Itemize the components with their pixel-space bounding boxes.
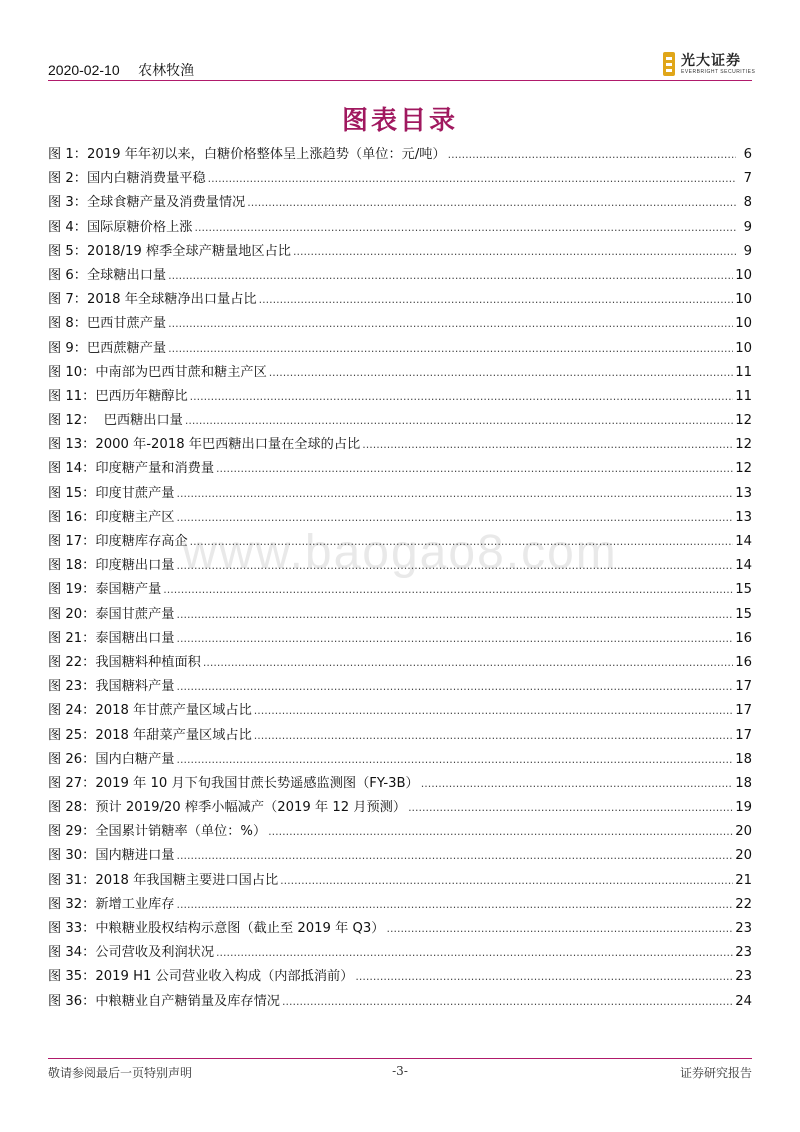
toc-entry[interactable] (48, 869, 752, 893)
toc-entry[interactable] (48, 457, 752, 481)
toc-entry[interactable] (48, 433, 752, 457)
toc-entry[interactable] (48, 844, 752, 868)
toc-entry-label[interactable]: 图 33：中粮糖业股权结构示意图（截止至 2019 年 Q3） (48, 921, 385, 936)
toc-entry-label[interactable]: 图 18：印度糖出口量 (48, 558, 175, 574)
toc-leader-dots (168, 337, 733, 361)
toc-entry-page[interactable]: 23 (735, 921, 752, 936)
footer-page-number: -3- (392, 1064, 408, 1078)
toc-entry[interactable] (48, 143, 752, 167)
logo-mark-icon (663, 52, 675, 76)
toc-entry-label[interactable]: 图 13：2000 年-2018 年巴西糖出口量在全球的占比 (48, 437, 361, 453)
toc-leader-dots (190, 530, 734, 554)
toc-leader-dots (176, 844, 733, 868)
toc-entry-label[interactable]: 图 6：全球糖出口量 (48, 267, 167, 283)
toc-leader-dots (362, 433, 733, 457)
toc-entry-page[interactable]: 11 (735, 388, 752, 404)
toc-entry-label[interactable]: 图 31：2018 年我国糖主要进口国占比 (48, 872, 279, 888)
toc-entry-page[interactable]: 16 (735, 630, 752, 646)
toc-entry-page[interactable]: 22 (735, 896, 752, 912)
footer-report-type: 证券研究报告 (679, 1066, 752, 1080)
toc-entry[interactable] (48, 361, 752, 385)
report-date: 2020-02-10 (48, 62, 120, 78)
toc-entry-label[interactable]: 图 14：印度糖产量和消费量 (48, 461, 215, 477)
toc-leader-dots (247, 191, 736, 215)
toc-entry[interactable] (48, 312, 752, 336)
toc-entry[interactable] (48, 530, 752, 554)
toc-leader-dots (185, 409, 733, 433)
toc-entry[interactable] (48, 820, 752, 844)
toc-entry-label[interactable]: 图 16：印度糖主产区 (48, 509, 175, 525)
toc-entry-label[interactable]: 图 1：2019 年年初以来，白糖价格整体呈上涨趋势（单位：元/吨） (48, 147, 446, 162)
toc-leader-dots (208, 167, 736, 191)
toc-entry-label[interactable]: 图 8：巴西甘蔗产量 (48, 316, 167, 332)
toc-entry[interactable] (48, 724, 752, 748)
toc-entry-page[interactable]: 23 (735, 945, 752, 961)
toc-entry-page[interactable]: 17 (735, 703, 752, 719)
toc-leader-dots (293, 240, 736, 264)
toc-leader-dots (176, 554, 733, 578)
toc-entry-page[interactable]: 12 (735, 437, 752, 453)
toc-leader-dots (408, 796, 733, 820)
toc-entry[interactable] (48, 627, 752, 651)
toc-entry[interactable] (48, 748, 752, 772)
toc-entry-page[interactable]: 6 (743, 147, 752, 162)
page-title: 图表目录 (341, 106, 458, 136)
toc-entry-page[interactable]: 13 (735, 485, 752, 501)
toc-entry-page[interactable]: 17 (735, 679, 752, 695)
toc-entry-label[interactable]: 图 34：公司营收及利润状况 (48, 945, 215, 961)
toc-leader-dots (176, 482, 733, 506)
toc-entry-page[interactable]: 10 (735, 267, 752, 283)
toc-entry-page[interactable]: 20 (735, 824, 752, 840)
toc-entry[interactable] (48, 941, 752, 965)
toc-entry[interactable] (48, 191, 752, 215)
watermark: www.baogao8.com (182, 526, 618, 579)
toc-entry-label[interactable]: 图 10：中南部为巴西甘蔗和糖主产区 (48, 364, 267, 380)
logo-cn-text: 光大证券 (681, 53, 741, 69)
toc-entry-page[interactable]: 9 (743, 243, 752, 259)
toc-entry-page[interactable]: 7 (743, 171, 752, 187)
toc-entry[interactable] (48, 917, 752, 941)
toc-leader-dots (269, 361, 733, 385)
toc-entry-label[interactable]: 图 21：泰国糖出口量 (48, 630, 175, 646)
toc-entry-page[interactable]: 15 (735, 582, 752, 598)
toc-entry[interactable] (48, 554, 752, 578)
toc-entry-label[interactable]: 图 36：中粮糖业自产糖销量及库存情况 (48, 993, 280, 1009)
toc-entry[interactable] (48, 772, 752, 796)
toc-leader-dots (268, 820, 733, 844)
toc-leader-dots (176, 627, 733, 651)
toc-leader-dots (176, 675, 733, 699)
toc-entry[interactable] (48, 578, 752, 602)
toc-entry-label[interactable]: 图 7：2018 年全球糖净出口量占比 (48, 292, 257, 308)
toc-entry-label[interactable]: 图 19：泰国糖产量 (48, 582, 162, 598)
toc-entry[interactable] (48, 796, 752, 820)
toc-entry[interactable] (48, 506, 752, 530)
toc-entry-label[interactable]: 图 24：2018 年甘蔗产量区域占比 (48, 703, 252, 719)
toc-entry-page[interactable]: 9 (743, 219, 752, 235)
toc-leader-dots (259, 288, 734, 312)
toc-entry[interactable] (48, 965, 752, 989)
page-header (48, 60, 194, 80)
toc-entry-page[interactable]: 20 (735, 848, 752, 864)
toc-entry[interactable] (48, 216, 752, 240)
toc-leader-dots (386, 917, 733, 941)
toc-entry-page[interactable]: 8 (743, 195, 752, 211)
toc-entry-label[interactable]: 图 2：国内白糖消费量平稳 (48, 171, 206, 187)
toc-entry-page[interactable]: 17 (735, 727, 752, 743)
toc-entry-page[interactable]: 19 (735, 800, 752, 816)
toc-leader-dots (176, 748, 733, 772)
toc-leader-dots (168, 264, 733, 288)
toc-leader-dots (194, 216, 736, 240)
toc-entry-page[interactable]: 13 (735, 509, 752, 525)
toc-entry-label[interactable]: 图 15：印度甘蔗产量 (48, 485, 175, 501)
toc-entry-label[interactable]: 图 23：我国糖料产量 (48, 679, 175, 695)
toc-leader-dots (216, 457, 733, 481)
header-divider (48, 80, 752, 81)
toc-entry[interactable] (48, 240, 752, 264)
toc-leader-dots (203, 651, 733, 675)
toc-entry-label[interactable]: 图 4：国际原糖价格上涨 (48, 219, 193, 235)
toc-entry-page[interactable]: 16 (735, 654, 752, 670)
toc-entry[interactable] (48, 385, 752, 409)
toc-leader-dots (421, 772, 733, 796)
toc-leader-dots (216, 941, 733, 965)
toc-entry-page[interactable]: 10 (735, 340, 752, 356)
toc-leader-dots (163, 578, 733, 602)
toc-entry[interactable] (48, 409, 752, 433)
toc-leader-dots (190, 385, 734, 409)
toc-entry-label[interactable]: 图 28：预计 2019/20 榨季小幅减产（2019 年 12 月预测） (48, 800, 407, 816)
toc-entry-label[interactable]: 图 35：2019 H1 公司营业收入构成（内部抵消前） (48, 969, 354, 985)
toc-entry[interactable] (48, 264, 752, 288)
everbright-logo (663, 50, 763, 78)
toc-entry-label[interactable]: 图 32：新增工业库存 (48, 896, 175, 912)
toc-entry[interactable] (48, 337, 752, 361)
toc-leader-dots (355, 965, 733, 989)
toc-entry-label[interactable]: 图 11：巴西历年糖醇比 (48, 388, 188, 404)
toc-leader-dots (176, 603, 733, 627)
toc-entry-label[interactable]: 图 3：全球食糖产量及消费量情况 (48, 195, 246, 211)
toc-entry-label[interactable]: 图 29：全国累计销糖率（单位：%） (48, 824, 267, 840)
toc-entry-page[interactable]: 14 (735, 534, 752, 549)
footer-disclaimer: 敬请参阅最后一页特别声明 (48, 1066, 193, 1080)
toc-entry-label[interactable]: 图 12： 巴西糖出口量 (48, 413, 183, 429)
toc-entry[interactable] (48, 651, 752, 675)
toc-entry-label[interactable]: 图 5：2018/19 榨季全球产糖量地区占比 (48, 243, 291, 259)
toc-entry-page[interactable]: 15 (735, 606, 752, 622)
toc-leader-dots (176, 893, 733, 917)
toc-entry-page[interactable]: 18 (735, 751, 752, 767)
sector-name: 农林牧渔 (138, 63, 195, 79)
toc-leader-dots (176, 506, 733, 530)
toc-entry-label[interactable]: 图 22：我国糖料种植面积 (48, 654, 201, 670)
toc-entry-page[interactable]: 18 (735, 775, 752, 791)
toc-entry-page[interactable]: 23 (735, 969, 752, 985)
toc-entry-page[interactable]: 11 (735, 364, 752, 380)
toc-entry-page[interactable]: 24 (735, 993, 752, 1009)
toc-entry-label[interactable]: 图 9：巴西蔗糖产量 (48, 340, 167, 356)
toc-entry-page[interactable]: 14 (735, 558, 752, 574)
toc-entry-label[interactable]: 图 20：泰国甘蔗产量 (48, 606, 175, 622)
footer-divider (48, 1058, 752, 1059)
toc-entry-label[interactable]: 图 26：国内白糖产量 (48, 751, 175, 767)
toc-entry-label[interactable]: 图 30：国内糖进口量 (48, 848, 175, 864)
toc-entry[interactable] (48, 893, 752, 917)
toc-entry-label[interactable]: 图 27：2019 年 10 月下旬我国甘蔗长势遥感监测图（FY-3B） (48, 775, 419, 791)
toc-entry[interactable] (48, 482, 752, 506)
toc-entry[interactable] (48, 675, 752, 699)
toc-entry-page[interactable]: 10 (735, 292, 752, 308)
toc-entry-label[interactable]: 图 25：2018 年甜菜产量区域占比 (48, 727, 252, 743)
toc-entry-page[interactable]: 12 (735, 413, 752, 429)
toc-leader-dots (280, 869, 733, 893)
toc-entry[interactable] (48, 699, 752, 723)
figure-index-list (48, 143, 752, 1014)
toc-entry-page[interactable]: 10 (735, 316, 752, 332)
toc-entry-label[interactable]: 图 17：印度糖库存高企 (48, 534, 188, 549)
toc-leader-dots (448, 143, 736, 167)
toc-entry-page[interactable]: 21 (735, 872, 752, 888)
toc-entry[interactable] (48, 167, 752, 191)
toc-entry-page[interactable]: 12 (735, 461, 752, 477)
toc-entry[interactable] (48, 288, 752, 312)
toc-entry[interactable] (48, 603, 752, 627)
toc-leader-dots (168, 312, 733, 336)
toc-leader-dots (254, 724, 733, 748)
toc-leader-dots (282, 990, 733, 1014)
logo-en-text: EVERBRIGHT SECURITIES (681, 69, 756, 75)
toc-entry[interactable] (48, 990, 752, 1014)
toc-leader-dots (254, 699, 733, 723)
